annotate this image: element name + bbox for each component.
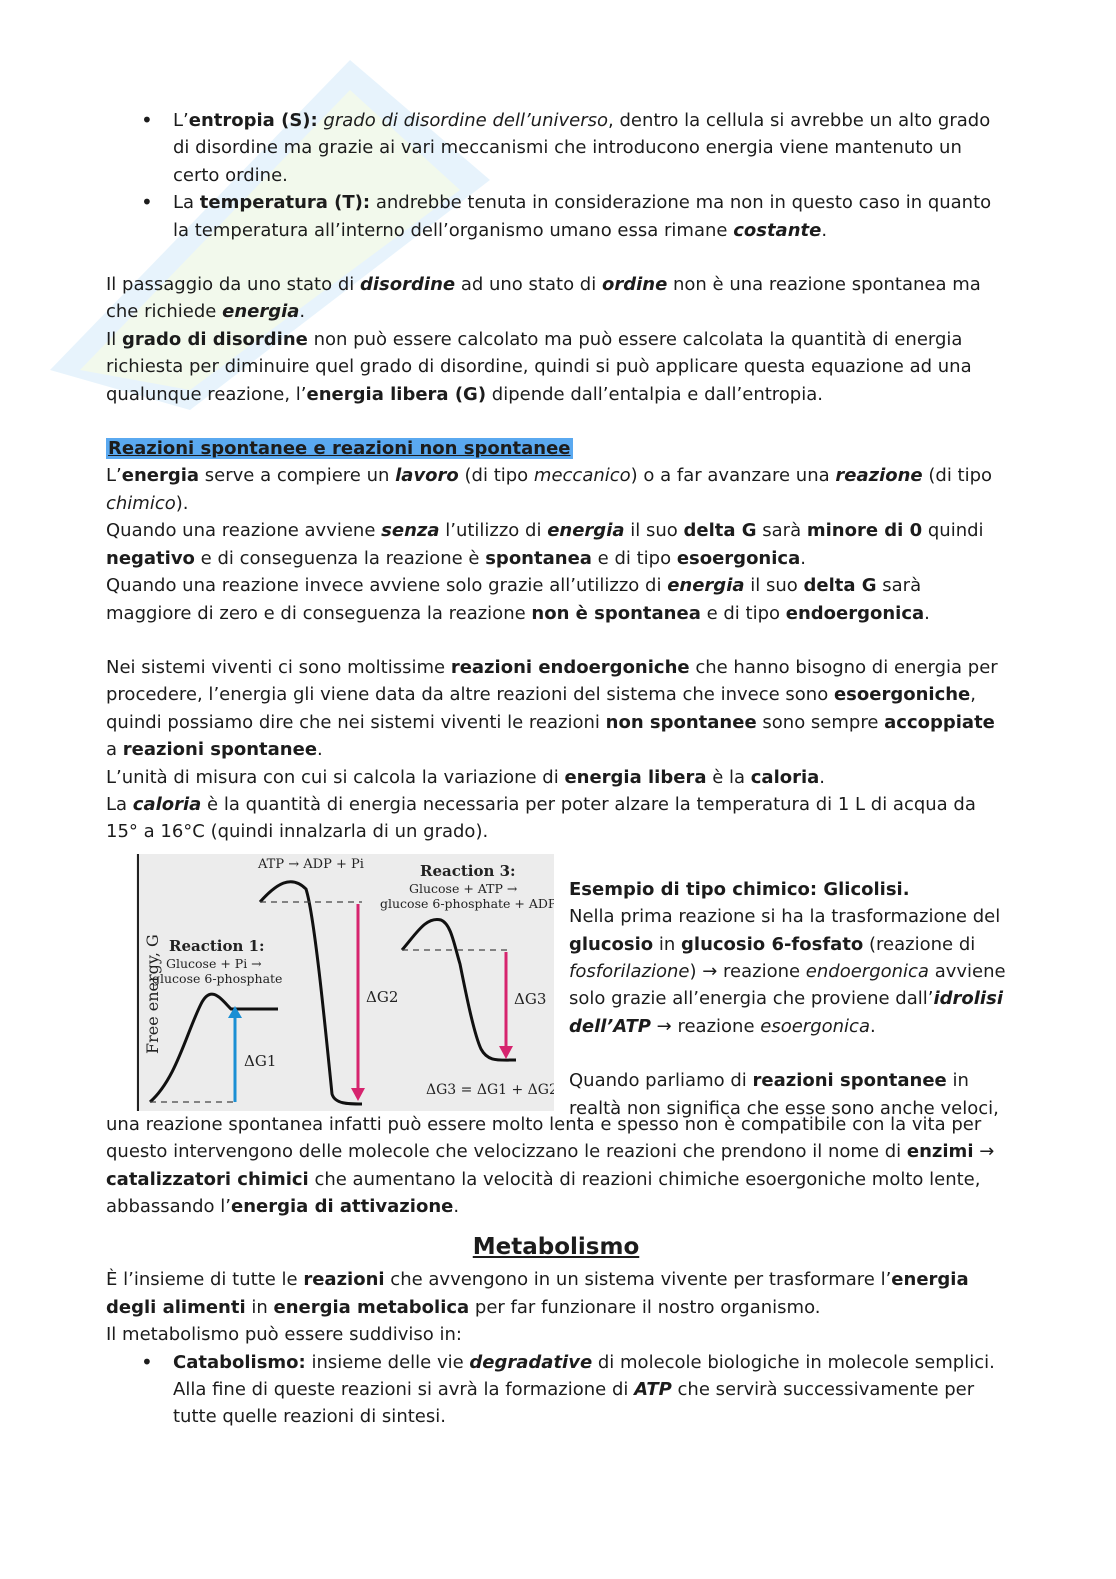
list-item: • La temperatura (T): andrebbe tenuta in considerazione ma non in questo caso in quanto la temperatura all’interno dell’organismo umano essa rimane costante. (173, 189, 1006, 244)
dg1-label: ΔG1 (244, 1051, 277, 1070)
dg-sum-equation: ΔG3 = ΔG1 + ΔG2 (426, 1081, 554, 1098)
side-title: Esempio di tipo chimico: Glicolisi. (569, 878, 910, 900)
paragraph: Quando una reazione avviene senza l’utilizzo di energia il suo delta G sarà minore di 0 quindi negativo e di conseguenza la reazione è spontanea e di tipo esoergonica. (106, 520, 984, 569)
paragraph: Quando una reazione invece avviene solo grazie all’utilizzo di energia il suo delta G sarà maggiore di zero e di conseguenza la reazione non è spontanea e di tipo endoergonica. (106, 575, 930, 624)
reaction3-line2: glucose 6-phosphate + ADP (380, 895, 554, 911)
y-axis-label: Free energy, G (143, 933, 162, 1054)
list-item: • Catabolismo: insieme delle vie degradative di molecole biologiche in molecole semplici. Alla fine di queste reazioni si avrà la formazione di ATP che servirà successivamente per tutte quelle reazioni di sintesi. (173, 1349, 1006, 1431)
atp-hydrolysis-label: ATP → ADP + Pi (258, 856, 364, 872)
figure-side-text (569, 876, 1009, 1122)
paragraph: Nei sistemi viventi ci sono moltissime reazioni endoergoniche che hanno bisogno di energia per procedere, l’energia gli viene data da altre reazioni del sistema che invece sono esoergoniche, quindi possiamo dire che nei sistemi viventi le reazioni non spontanee sono sempre accoppiate a reazioni spontanee. (106, 656, 998, 761)
paragraph: L’energia serve a compiere un lavoro (di tipo meccanico) o a far avanzare una reazione (di tipo chimico). (106, 465, 993, 514)
paragraph: Il passaggio da uno stato di disordine ad uno stato di ordine non è una reazione spontanea ma che richiede energia. (106, 274, 981, 323)
section-heading: Reazioni spontanee e reazioni non spontanee (108, 438, 571, 460)
reaction3-line1: Glucose + ATP → (409, 880, 518, 896)
side-paragraph: Nella prima reazione si ha la trasformazione del glucosio in glucosio 6-fosfato (reazione di fosforilazione) → reazione endoergonica avviene solo grazie all’energia che proviene dall’idrolisi dell’ATP → reazione esoergonica. (569, 906, 1006, 1037)
paragraph: È l’insieme di tutte le reazioni che avvengono in un sistema vivente per trasformare l’energia degli alimenti in energia metabolica per far funzionare il nostro organismo. (106, 1269, 969, 1318)
bullet-list-metabolism (106, 1349, 1006, 1431)
paragraph: La caloria è la quantità di energia necessaria per poter alzare la temperatura di 1 L di acqua da 15° a 16°C (quindi innalzarla di un grado). (106, 793, 976, 843)
bullet-list-top (106, 107, 1006, 244)
reaction1-line1: Glucose + Pi → (166, 955, 262, 971)
side-paragraph: Quando parliamo di reazioni spontanee in realtà non significa che esse sono anche veloci, (569, 1070, 999, 1119)
paragraph: L’unità di misura con cui si calcola la variazione di energia libera è la caloria. (106, 766, 826, 788)
dg3-label: ΔG3 (514, 989, 547, 1008)
document-body (106, 107, 1006, 1431)
reaction1-title: Reaction 1: (169, 936, 265, 955)
free-energy-figure (136, 854, 554, 1111)
free-energy-diagram (136, 854, 554, 1111)
paragraph: Il grado di disordine non può essere calcolato ma può essere calcolata la quantità di energia richiesta per diminuire quel grado di disordine, quindi si può applicare questa equazione ad una qualunque reazione, l’energia libera (G) dipende dall’entalpia e dall’entropia. (106, 328, 972, 405)
metabolismo-heading: Metabolismo (472, 1234, 640, 1261)
reaction3-title: Reaction 3: (420, 861, 516, 880)
dg2-label: ΔG2 (366, 987, 399, 1006)
figure-row (106, 854, 1006, 1119)
paragraph: una reazione spontanea infatti può essere molto lenta e spesso non è compatibile con la vita per questo intervengono delle molecole che velocizzano le reazioni che prendono il nome di enzimi → catalizzatori chimici che aumentano la velocità di reazioni chimiche esoergoniche molto lente, abbassando l’energia di attivazione. (106, 1113, 995, 1217)
paragraph: Il metabolismo può essere suddiviso in: (106, 1324, 462, 1346)
reaction1-line2: glucose 6-phosphate (152, 970, 283, 986)
list-item: • L’entropia (S): grado di disordine dell’universo, dentro la cellula si avrebbe un alto grado di disordine ma grazie ai vari meccanismi che introducono energia viene mantenuto un certo ordine. (173, 107, 1006, 189)
